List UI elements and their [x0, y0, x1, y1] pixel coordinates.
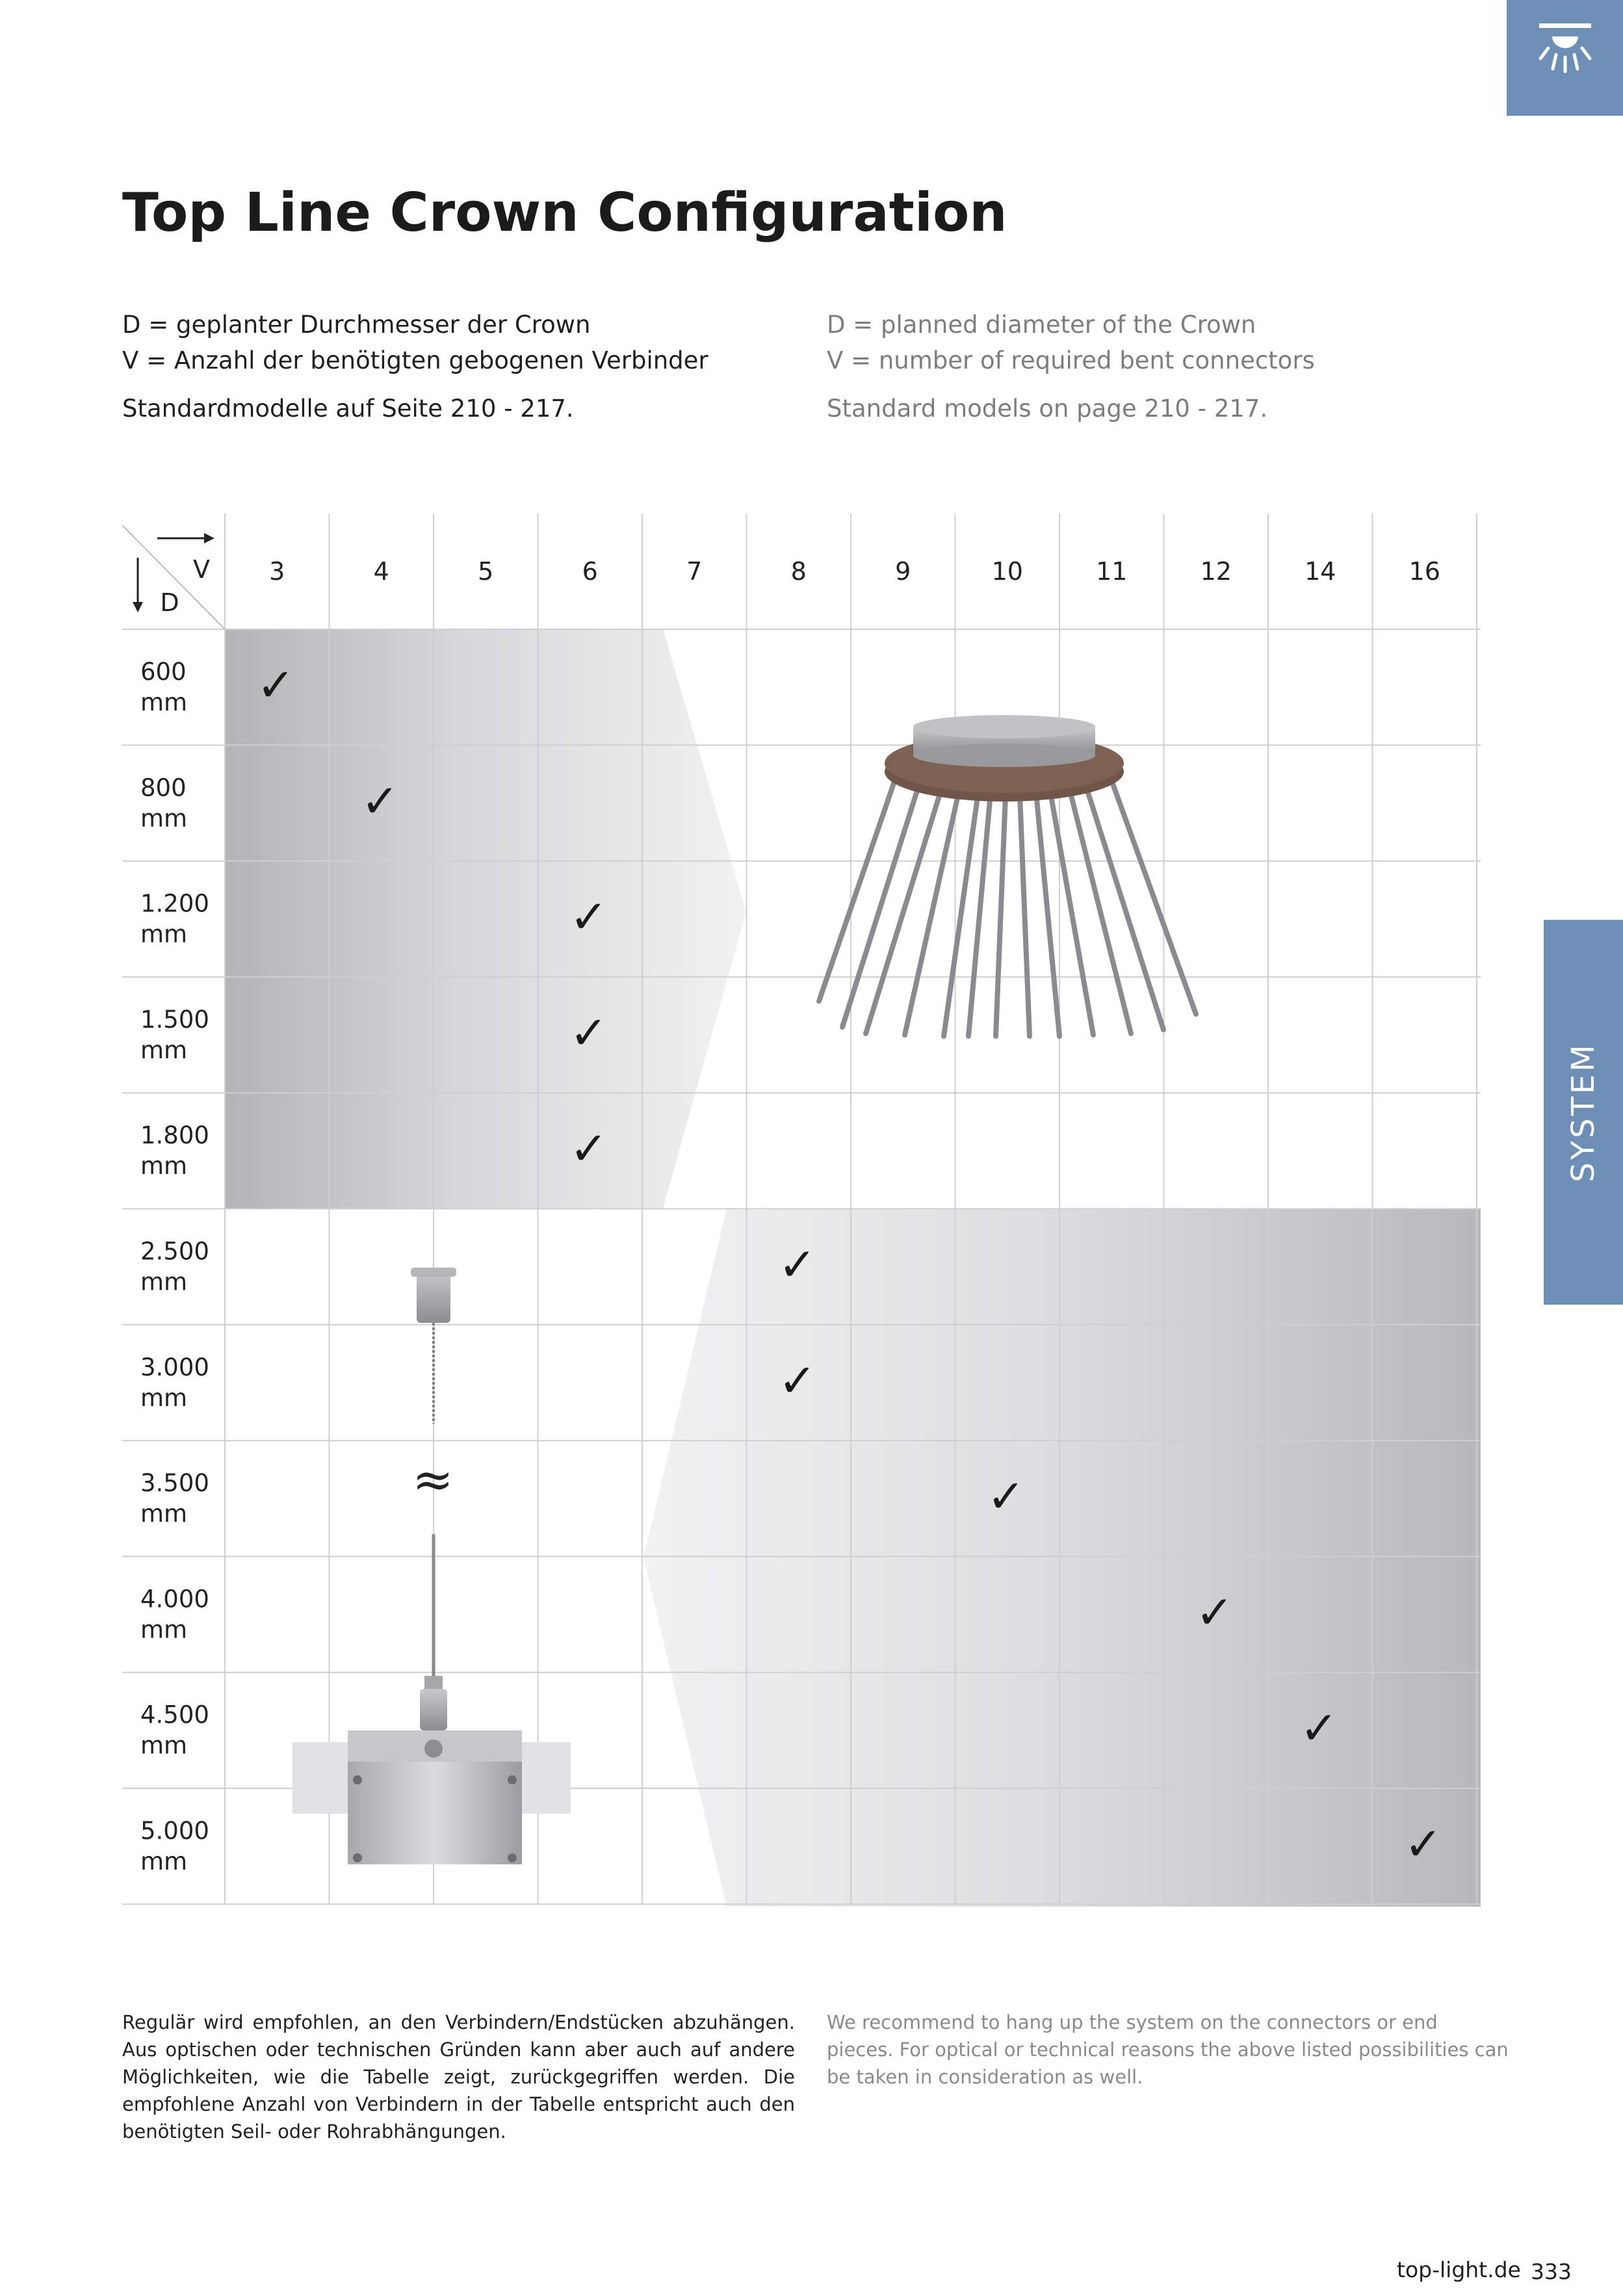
column-header-v-10: 10: [991, 557, 1023, 586]
row-label-diameter: 2.500: [140, 1237, 209, 1266]
check-mark: ✓: [569, 890, 608, 944]
check-mark: ✓: [778, 1353, 817, 1407]
row-label-diameter: 3.000: [140, 1353, 209, 1381]
row-label-unit: mm: [140, 920, 188, 948]
row-label-unit: mm: [140, 1383, 188, 1412]
v-arrow-head: [204, 533, 214, 543]
row-label-unit: mm: [140, 1847, 188, 1875]
approx-symbol: ≈: [412, 1450, 454, 1508]
column-header-v-4: 4: [373, 557, 389, 586]
corner-header: [122, 525, 225, 629]
legend-d-en: D = planned diameter of the Crown: [827, 311, 1256, 339]
row-label-unit: mm: [140, 1615, 188, 1644]
footer-website[interactable]: top-light.de: [1397, 2257, 1521, 2282]
row-label-unit: mm: [140, 1036, 188, 1064]
check-mark: ✓: [987, 1470, 1026, 1524]
column-header-v-7: 7: [686, 557, 703, 586]
legend-v-en: V = number of required bent connectors: [827, 346, 1315, 374]
legend-d-de: D = geplanter Durchmesser der Crown: [122, 311, 591, 339]
row-label-diameter: 4.500: [140, 1701, 209, 1729]
check-mark: ✓: [1404, 1818, 1443, 1871]
row-label-diameter: 600: [140, 658, 187, 686]
row-label-diameter: 3.500: [140, 1469, 209, 1498]
row-label-unit: mm: [140, 804, 188, 833]
column-header-v-8: 8: [790, 557, 807, 586]
check-mark: ✓: [569, 1122, 608, 1176]
column-header-v-6: 6: [582, 557, 598, 586]
row-label-diameter: 1.500: [140, 1005, 209, 1034]
row-label-diameter: 800: [140, 774, 187, 802]
check-mark: ✓: [1299, 1701, 1338, 1755]
row-label-diameter: 1.800: [140, 1121, 209, 1150]
check-mark: ✓: [256, 659, 295, 712]
column-header-v-11: 11: [1096, 557, 1128, 586]
row-label-unit: mm: [140, 1152, 188, 1181]
row-label-unit: mm: [140, 688, 188, 716]
lower-range-arrow: [643, 1208, 1481, 1907]
check-mark: ✓: [778, 1238, 817, 1292]
row-label-diameter: 1.200: [140, 889, 209, 918]
row-label-diameter: 4.000: [140, 1585, 209, 1613]
section-tab-label: SYSTEM: [1565, 1042, 1602, 1182]
corner-d-label: D: [160, 588, 179, 617]
column-header-v-3: 3: [269, 557, 285, 586]
column-header-v-9: 9: [895, 557, 911, 586]
column-header-v-12: 12: [1200, 557, 1232, 586]
upper-range-arrow: [225, 629, 746, 1208]
check-mark: ✓: [361, 774, 400, 828]
d-arrow-head: [133, 602, 143, 612]
row-label-unit: mm: [140, 1268, 188, 1296]
legend-v-de: V = Anzahl der benötigten gebogenen Verbinder: [122, 346, 708, 374]
legend-standard-de: Standardmodelle auf Seite 210 - 217.: [122, 395, 574, 423]
note-english: We recommend to hang up the system on the connectors or end pieces. For optical or technical reasons the above listed possibilities can be taken in consideration as well.: [827, 2011, 1509, 2088]
column-header-v-16: 16: [1409, 557, 1440, 586]
row-label-unit: mm: [140, 1500, 188, 1528]
check-mark: ✓: [1195, 1585, 1234, 1639]
crown-illustration: [819, 715, 1196, 1036]
row-label-diameter: 5.000: [140, 1817, 209, 1845]
suspension-illustration: [292, 1268, 571, 1864]
row-label-unit: mm: [140, 1731, 188, 1760]
note-german: Regulär wird empfohlen, an den Verbindern/Endstücken abzuhängen. Aus optischen oder technischen Gründen kann aber auch auf andere Möglichkeiten, wie die Tabelle zeigt, zurückgegriffen werden. Die empfohlene Anzahl von Verbindern in der Tabelle entspricht auch den benötigten Seil- oder Rohrabhängungen.: [122, 2011, 795, 2143]
corner-v-label: V: [193, 555, 210, 584]
page-number: 333: [1531, 2259, 1572, 2284]
column-header-v-5: 5: [478, 557, 494, 586]
check-mark: ✓: [569, 1006, 608, 1060]
legend-standard-en: Standard models on page 210 - 217.: [827, 395, 1268, 423]
page-title: Top Line Crown Configuration: [122, 182, 1007, 244]
column-header-v-14: 14: [1305, 557, 1336, 586]
